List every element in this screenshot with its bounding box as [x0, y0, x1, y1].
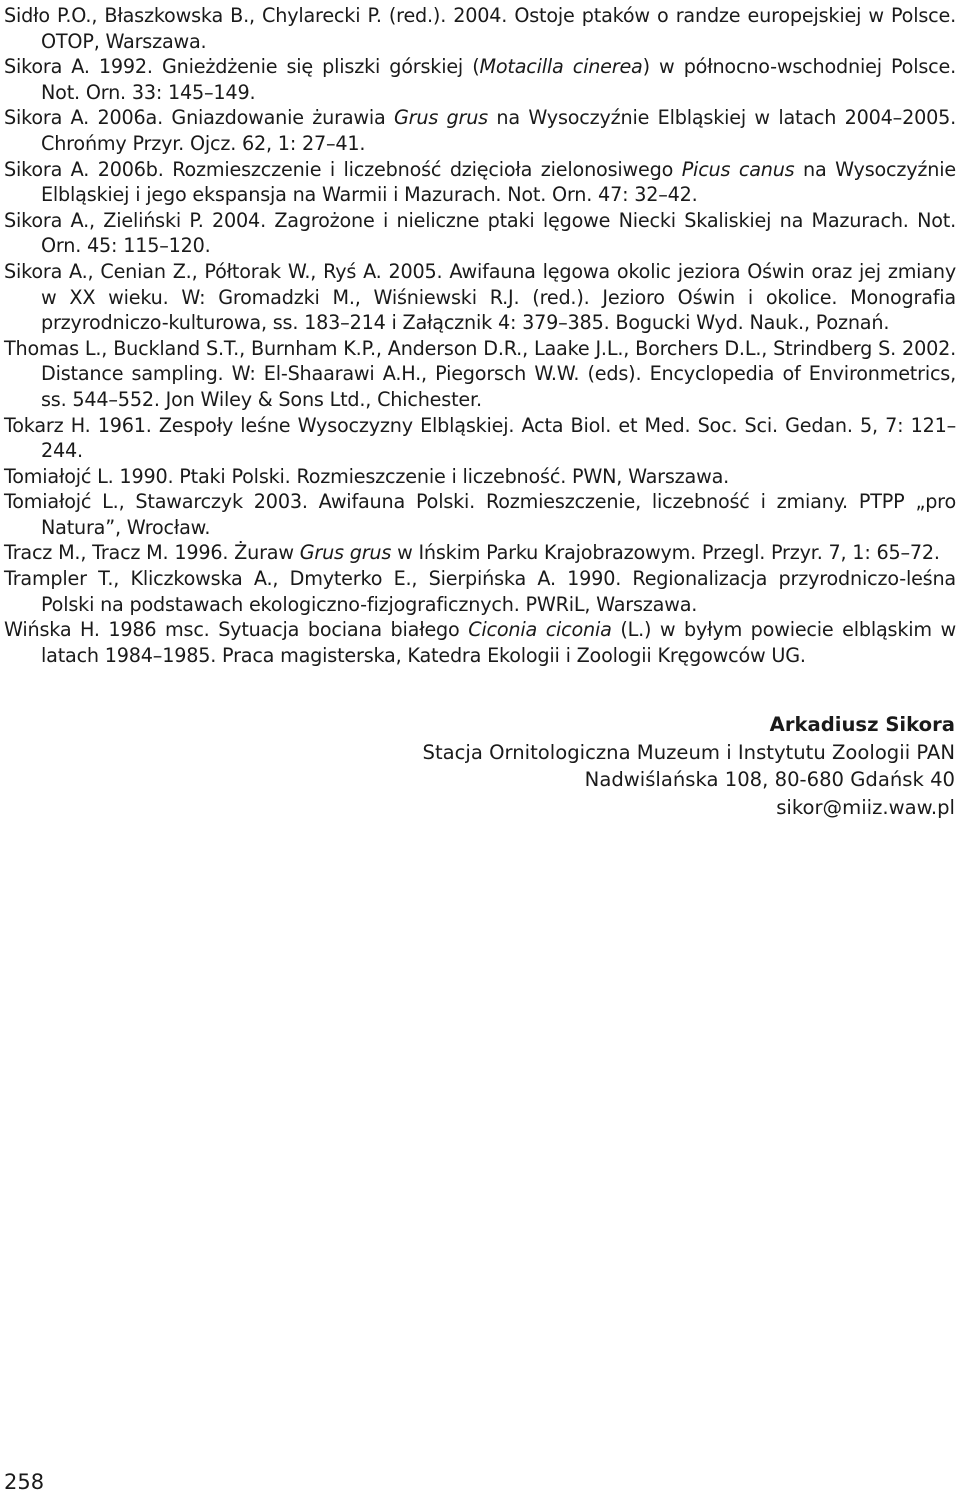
- reference-entry: [4, 259, 956, 336]
- reference-text: Tomiałojć L. 1990. Ptaki Polski. Rozmieszczenie i liczebność. PWN, Warszawa.: [4, 464, 730, 488]
- reference-list: [4, 3, 956, 668]
- reference-entry: [4, 540, 956, 566]
- page-number: 258: [4, 1470, 45, 1494]
- reference-text: w Ińskim Parku Krajobrazowym. Przegl. Przyr. 7, 1: 65–72.: [391, 541, 940, 565]
- author-institution: Stacja Ornitologiczna Muzeum i Instytutu Zoologii PAN: [422, 740, 955, 764]
- reference-text: (L.) w byłym powiecie elbląskim w latach 1984–1985. Praca magisterska, Katedra Ekologii i Zoologii Kręgowców UG.: [41, 618, 956, 667]
- reference-text: Wińska H. 1986 msc. Sytuacja bociana białego: [4, 618, 469, 642]
- reference-text: Tokarz H. 1961. Zespoły leśne Wysoczyzny Elbląskiej. Acta Biol. et Med. Soc. Sci. Gedan. 5, 7: 121–244.: [4, 413, 956, 463]
- reference-entry: [4, 617, 956, 668]
- reference-entry: [4, 157, 956, 208]
- species-name: Motacilla cinerea: [479, 55, 643, 79]
- species-name: Ciconia ciconia: [468, 618, 612, 642]
- reference-text: Trampler T., Kliczkowska A., Dmyterko E., Sierpińska A. 1990. Regionalizacja przyrodniczo-leśna Polski na podstawach ekologiczno-fizjograficznych. PWRiL, Warszawa.: [4, 567, 956, 616]
- reference-text: Sidło P.O., Błaszkowska B., Chylarecki P. (red.). 2004. Ostoje ptaków o randze europejskiej w Polsce. OTOP, Warszawa.: [4, 4, 956, 53]
- reference-entry: [4, 336, 956, 413]
- reference-entry: [4, 566, 956, 617]
- reference-entry: [4, 54, 956, 105]
- reference-text: Sikora A. 2006a. Gniazdowanie żurawia: [4, 106, 394, 130]
- author-address: Nadwiślańska 108, 80-680 Gdańsk 40: [584, 768, 955, 792]
- reference-entry: [4, 3, 956, 54]
- species-name: Grus grus: [299, 541, 392, 565]
- reference-text: Sikora A. 2006b. Rozmieszczenie i liczebność dzięcioła zielonosiwego: [4, 157, 682, 181]
- author-email: sikor@miiz.waw.pl: [776, 795, 955, 819]
- reference-text: na Wysoczyźnie Elbląskiej i jego ekspansja na Warmii i Mazurach. Not. Orn. 47: 32–42.: [41, 157, 956, 207]
- reference-entry: [4, 413, 956, 464]
- author-name: Arkadiusz Sikora: [769, 713, 955, 736]
- reference-text: Tracz M., Tracz M. 1996. Żuraw: [4, 541, 300, 565]
- reference-text: Sikora A., Zieliński P. 2004. Zagrożone i nieliczne ptaki lęgowe Niecki Skaliskiej na Mazurach. Not. Orn. 45: 115–120.: [4, 208, 956, 258]
- reference-entry: [4, 464, 956, 490]
- reference-text: Thomas L., Buckland S.T., Burnham K.P., Anderson D.R., Laake J.L., Borchers D.L., Strindberg S. 2002. Distance sampling. W: El-Shaarawi A.H., Piegorsch W.W. (eds). Encyclopedia of Environmetrics, ss. 544–552. Jon Wiley & Sons Ltd., Chichester.: [4, 336, 956, 411]
- reference-text: ) w północno-wschodniej Polsce. Not. Orn. 33: 145–149.: [41, 55, 956, 104]
- reference-entry: [4, 208, 956, 259]
- reference-text: na Wysoczyźnie Elbląskiej w latach 2004–2005. Chrońmy Przyr. Ojcz. 62, 1: 27–41.: [41, 106, 957, 155]
- reference-text: Tomiałojć L., Stawarczyk 2003. Awifauna Polski. Rozmieszczenie, liczebność i zmiany. PTPP „pro Natura”, Wrocław.: [4, 490, 956, 539]
- species-name: Picus canus: [681, 157, 795, 181]
- author-block: [423, 711, 955, 821]
- reference-text: Sikora A., Cenian Z., Półtorak W., Ryś A. 2005. Awifauna lęgowa okolic jeziora Oświn oraz jej zmiany w XX wieku. W: Gromadzki M., Wiśniewski R.J. (red.). Jezioro Oświn i okolice. Monografia przyrodniczo-kulturowa, ss. 183–214 i Załącznik 4: 379–385. Bogucki Wyd. Nauk., Poznań.: [4, 259, 956, 335]
- species-name: Grus grus: [394, 106, 488, 130]
- reference-text: Sikora A. 1992. Gnieżdżenie się pliszki górskiej (: [4, 55, 480, 79]
- reference-entry: [4, 105, 956, 156]
- reference-entry: [4, 489, 956, 540]
